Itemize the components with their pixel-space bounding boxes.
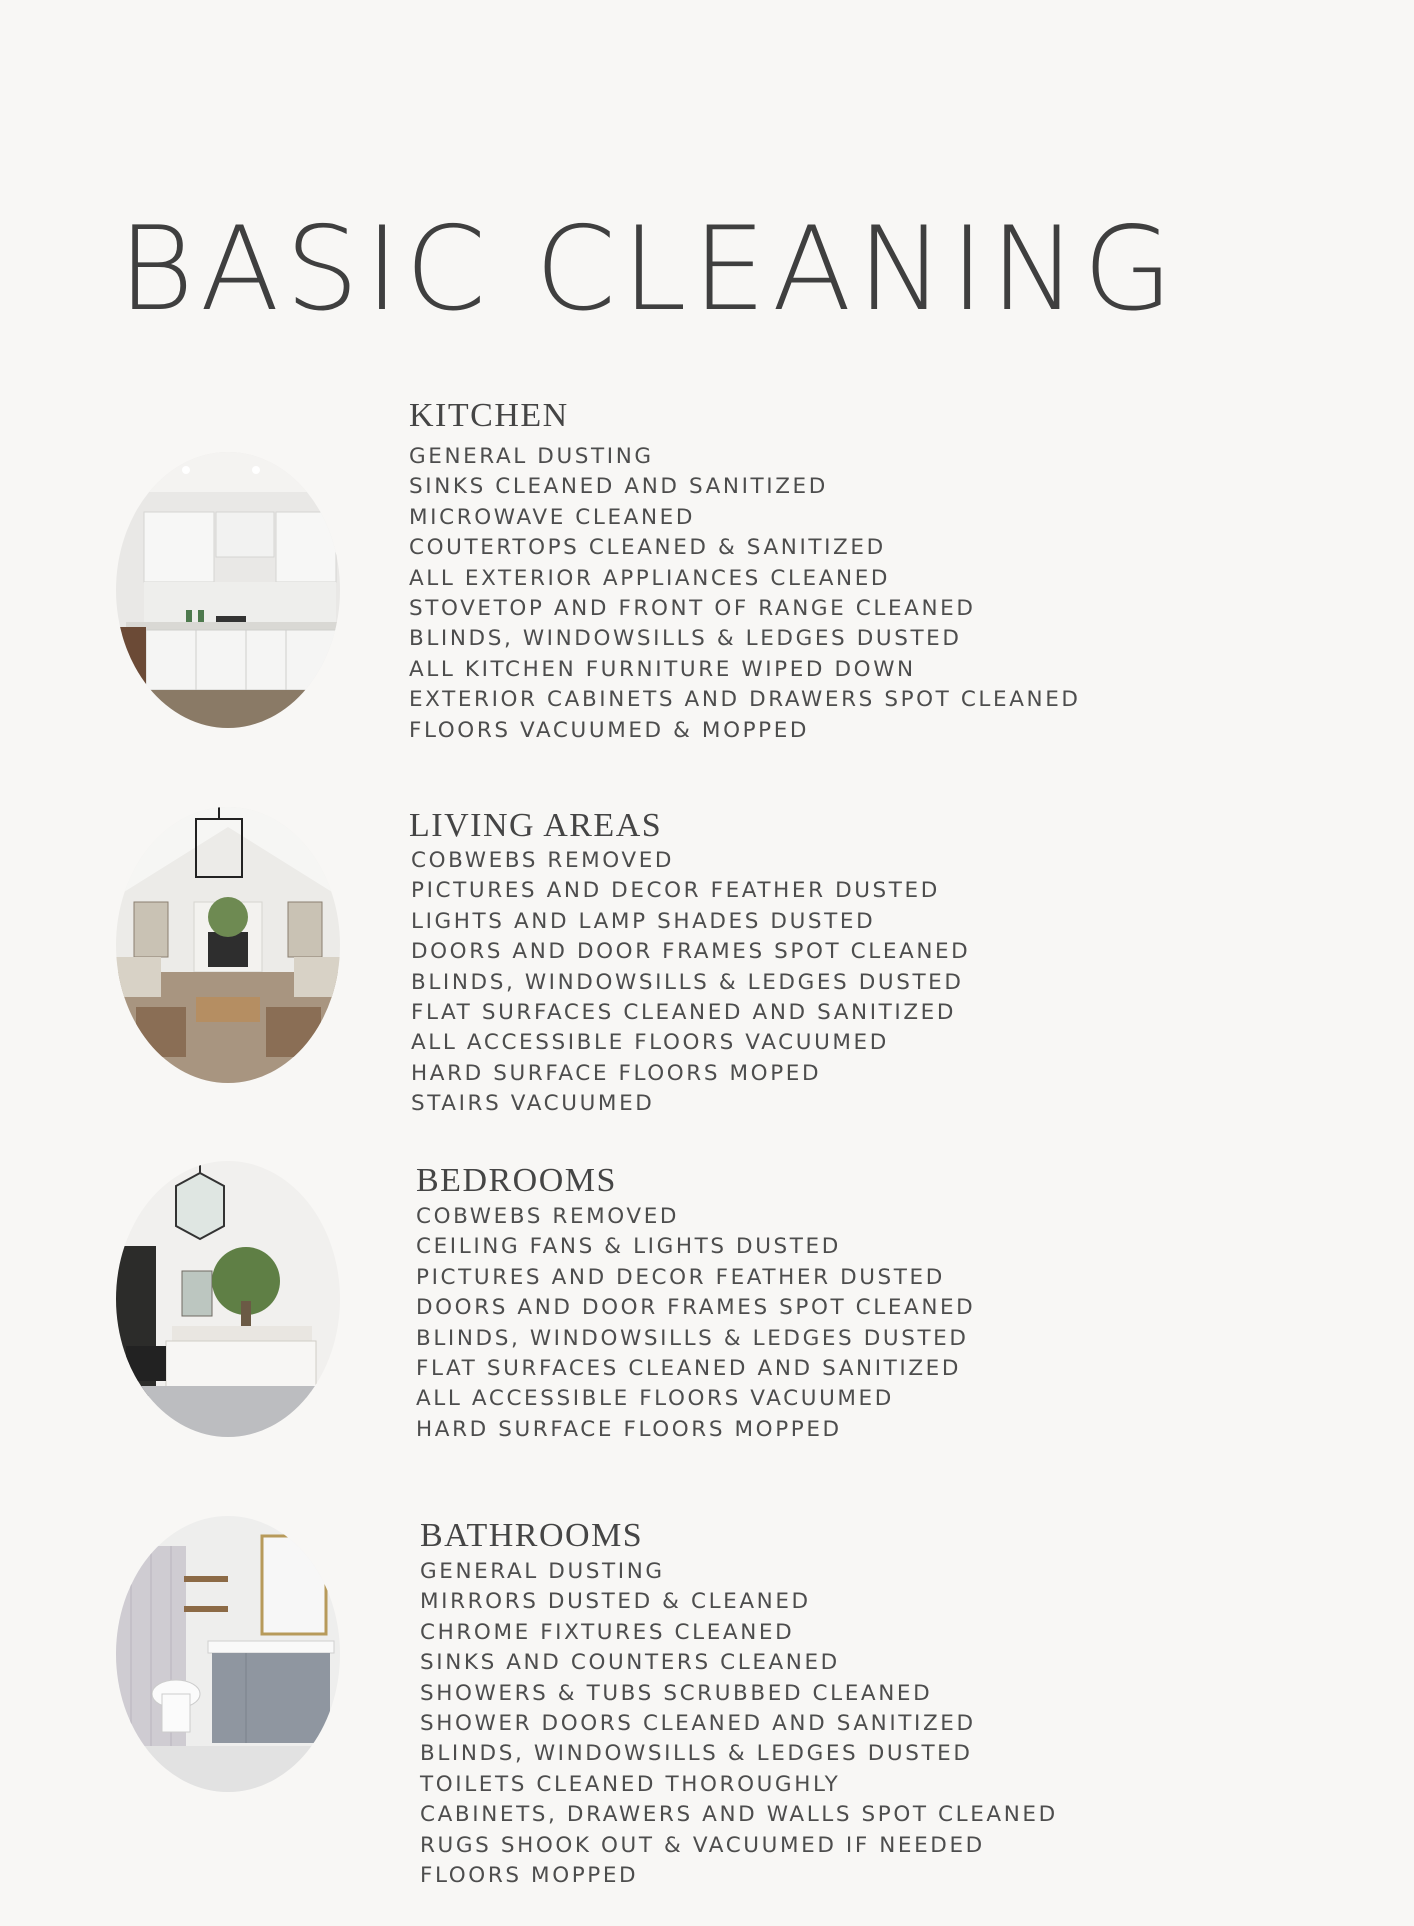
- list-item: CEILING FANS & LIGHTS DUSTED: [416, 1234, 841, 1260]
- list-item: ALL ACCESSIBLE FLOORS VACUUMED: [416, 1386, 894, 1412]
- section-heading-bathrooms: BATHROOMS: [420, 1517, 644, 1554]
- list-item: MICROWAVE CLEANED: [409, 504, 696, 530]
- page-title: BASIC CLEANING: [118, 202, 1179, 337]
- list-item: ALL EXTERIOR APPLIANCES CLEANED: [409, 565, 891, 591]
- list-item: HARD SURFACE FLOORS MOPPED: [416, 1416, 842, 1442]
- list-item: SINKS CLEANED AND SANITIZED: [409, 474, 828, 500]
- list-item: LIGHTS AND LAMP SHADES DUSTED: [411, 908, 876, 934]
- kitchen-checklist: [409, 442, 1081, 746]
- bathroom-photo: [116, 1516, 340, 1792]
- section-heading-kitchen: KITCHEN: [409, 397, 569, 434]
- list-item: DOORS AND DOOR FRAMES SPOT CLEANED: [411, 939, 971, 965]
- kitchen-photo: [116, 452, 340, 728]
- list-item: EXTERIOR CABINETS AND DRAWERS SPOT CLEANED: [409, 687, 1081, 713]
- list-item: COBWEBS REMOVED: [416, 1204, 680, 1229]
- list-item: BLINDS, WINDOWSILLS & LEDGES DUSTED: [411, 969, 964, 995]
- list-item: BLINDS, WINDOWSILLS & LEDGES DUSTED: [416, 1325, 969, 1351]
- list-item: MIRRORS DUSTED & CLEANED: [420, 1589, 811, 1615]
- list-item: SINKS AND COUNTERS CLEANED: [420, 1650, 840, 1676]
- list-item: CHROME FIXTURES CLEANED: [420, 1619, 795, 1645]
- bedrooms-checklist: [416, 1202, 975, 1445]
- list-item: GENERAL DUSTING: [409, 444, 654, 469]
- list-item: STOVETOP AND FRONT OF RANGE CLEANED: [409, 596, 976, 622]
- list-item: ALL ACCESSIBLE FLOORS VACUUMED: [411, 1030, 889, 1056]
- list-item: PICTURES AND DECOR FEATHER DUSTED: [416, 1264, 945, 1290]
- bedroom-photo: [116, 1161, 340, 1437]
- living-areas-checklist: [411, 846, 970, 1120]
- bathrooms-checklist: [420, 1557, 1058, 1891]
- list-item: COUTERTOPS CLEANED & SANITIZED: [409, 535, 886, 561]
- list-item: CABINETS, DRAWERS AND WALLS SPOT CLEANED: [420, 1802, 1058, 1828]
- list-item: FLAT SURFACES CLEANED AND SANITIZED: [411, 1000, 957, 1026]
- list-item: COBWEBS REMOVED: [411, 848, 675, 873]
- list-item: BLINDS, WINDOWSILLS & LEDGES DUSTED: [409, 626, 962, 652]
- section-heading-living-areas: LIVING AREAS: [409, 807, 663, 844]
- list-item: BLINDS, WINDOWSILLS & LEDGES DUSTED: [420, 1741, 973, 1767]
- list-item: SHOWER DOORS CLEANED AND SANITIZED: [420, 1711, 976, 1737]
- list-item: HARD SURFACE FLOORS MOPED: [411, 1060, 822, 1086]
- list-item: TOILETS CLEANED THOROUGHLY: [420, 1771, 841, 1797]
- list-item: FLAT SURFACES CLEANED AND SANITIZED: [416, 1356, 962, 1382]
- list-item: PICTURES AND DECOR FEATHER DUSTED: [411, 878, 940, 904]
- list-item: STAIRS VACUUMED: [411, 1091, 655, 1117]
- list-item: RUGS SHOOK OUT & VACUUMED IF NEEDED: [420, 1832, 985, 1858]
- list-item: GENERAL DUSTING: [420, 1559, 665, 1584]
- list-item: ALL KITCHEN FURNITURE WIPED DOWN: [409, 656, 916, 682]
- list-item: FLOORS MOPPED: [420, 1863, 639, 1889]
- list-item: DOORS AND DOOR FRAMES SPOT CLEANED: [416, 1295, 976, 1321]
- list-item: SHOWERS & TUBS SCRUBBED CLEANED: [420, 1680, 933, 1706]
- living-room-photo: [116, 807, 340, 1083]
- list-item: FLOORS VACUUMED & MOPPED: [409, 717, 810, 743]
- section-heading-bedrooms: BEDROOMS: [416, 1162, 617, 1199]
